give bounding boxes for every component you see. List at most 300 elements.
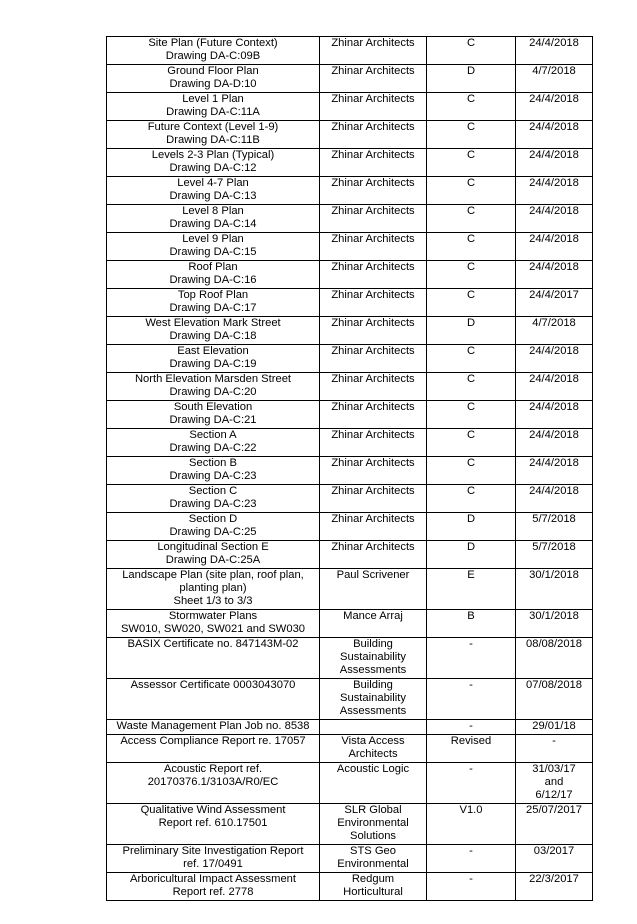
revision-cell bbox=[427, 610, 516, 638]
date-cell-line: 30/1/2018 bbox=[529, 610, 579, 622]
document-cell-line: Drawing DA-C:19 bbox=[169, 358, 257, 370]
date-cell bbox=[516, 720, 593, 735]
document-cell-line: Drawing DA-D:10 bbox=[169, 78, 257, 90]
document-cell-line: Levels 2-3 Plan (Typical) bbox=[151, 149, 275, 161]
revision-cell-line: C bbox=[466, 289, 476, 301]
document-cell-line: Drawing DA-C:09B bbox=[165, 50, 261, 62]
date-cell bbox=[516, 177, 593, 205]
date-cell bbox=[516, 93, 593, 121]
date-cell bbox=[516, 401, 593, 429]
author-cell bbox=[320, 569, 427, 610]
author-cell-line: Zhinar Architects bbox=[331, 65, 415, 77]
document-cell bbox=[107, 541, 320, 569]
author-cell-line: Building bbox=[353, 679, 393, 691]
author-cell bbox=[320, 373, 427, 401]
date-cell-line: 24/4/2018 bbox=[529, 457, 579, 469]
date-cell bbox=[516, 317, 593, 345]
author-cell bbox=[320, 873, 427, 901]
author-cell bbox=[320, 735, 427, 763]
author-cell-line: Zhinar Architects bbox=[331, 93, 415, 105]
document-cell-line: Drawing DA-C:23 bbox=[169, 498, 257, 510]
author-cell-line: Zhinar Architects bbox=[331, 457, 415, 469]
document-cell bbox=[107, 569, 320, 610]
author-cell bbox=[320, 401, 427, 429]
author-cell-line: Zhinar Architects bbox=[331, 177, 415, 189]
date-cell bbox=[516, 569, 593, 610]
author-cell bbox=[320, 37, 427, 65]
table-row bbox=[107, 289, 593, 317]
revision-cell-line: - bbox=[469, 638, 473, 650]
author-cell bbox=[320, 845, 427, 873]
document-cell-line: Qualitative Wind Assessment bbox=[140, 804, 286, 816]
revision-cell-line: - bbox=[469, 679, 473, 691]
revision-cell bbox=[427, 177, 516, 205]
document-cell-line: Access Compliance Report re. 17057 bbox=[120, 735, 306, 747]
revision-cell bbox=[427, 93, 516, 121]
document-cell-line: Assessor Certificate 0003043070 bbox=[130, 679, 296, 691]
author-cell-line: Architects bbox=[348, 748, 398, 760]
date-cell-line: 24/4/2018 bbox=[529, 429, 579, 441]
document-cell bbox=[107, 373, 320, 401]
revision-cell-line: C bbox=[466, 149, 476, 161]
document-cell bbox=[107, 177, 320, 205]
document-cell bbox=[107, 610, 320, 638]
table-row bbox=[107, 457, 593, 485]
date-cell bbox=[516, 205, 593, 233]
document-cell bbox=[107, 401, 320, 429]
revision-cell bbox=[427, 373, 516, 401]
document-cell-line: Landscape Plan (site plan, roof plan, bbox=[122, 569, 304, 581]
document-cell-line: Roof Plan bbox=[188, 261, 238, 273]
document-cell-line: SW010, SW020, SW021 and SW030 bbox=[120, 623, 306, 635]
table-row bbox=[107, 638, 593, 679]
revision-cell bbox=[427, 513, 516, 541]
author-cell bbox=[320, 233, 427, 261]
author-cell bbox=[320, 804, 427, 845]
document-cell-line: Level 8 Plan bbox=[182, 205, 244, 217]
document-cell-line: Drawing DA-C:22 bbox=[169, 442, 257, 454]
table-row bbox=[107, 845, 593, 873]
revision-cell-line: C bbox=[466, 345, 476, 357]
document-cell bbox=[107, 763, 320, 804]
author-cell-line: Zhinar Architects bbox=[331, 289, 415, 301]
revision-cell-line: D bbox=[466, 541, 476, 553]
revision-cell-line: C bbox=[466, 401, 476, 413]
table-row bbox=[107, 720, 593, 735]
document-cell-line: Ground Floor Plan bbox=[167, 65, 259, 77]
revision-cell bbox=[427, 289, 516, 317]
date-cell-line: 6/12/17 bbox=[535, 789, 573, 801]
table-row bbox=[107, 735, 593, 763]
author-cell bbox=[320, 457, 427, 485]
revision-cell-line: C bbox=[466, 429, 476, 441]
author-cell-line: Zhinar Architects bbox=[331, 149, 415, 161]
table-row bbox=[107, 569, 593, 610]
author-cell-line: STS Geo bbox=[349, 845, 396, 857]
revision-cell bbox=[427, 873, 516, 901]
document-cell-line: Drawing DA-C:15 bbox=[169, 246, 257, 258]
author-cell bbox=[320, 345, 427, 373]
date-cell bbox=[516, 679, 593, 720]
author-cell bbox=[320, 65, 427, 93]
author-cell-line: Building bbox=[353, 638, 393, 650]
author-cell-line: Zhinar Architects bbox=[331, 513, 415, 525]
author-cell-line: Zhinar Architects bbox=[331, 541, 415, 553]
date-cell-line: 08/08/2018 bbox=[526, 638, 582, 650]
date-cell-line: 24/4/2018 bbox=[529, 401, 579, 413]
document-cell bbox=[107, 261, 320, 289]
document-cell-line: Drawing DA-C:14 bbox=[169, 218, 257, 230]
revision-cell-line: C bbox=[466, 37, 476, 49]
document-cell-line: Drawing DA-C:12 bbox=[169, 162, 257, 174]
table-row bbox=[107, 205, 593, 233]
table-row bbox=[107, 485, 593, 513]
author-cell-line: Sustainability bbox=[340, 692, 406, 704]
revision-cell-line: C bbox=[466, 457, 476, 469]
author-cell bbox=[320, 317, 427, 345]
document-cell-line: Future Context (Level 1-9) bbox=[147, 121, 279, 133]
date-cell-line: - bbox=[552, 735, 556, 747]
table-row bbox=[107, 513, 593, 541]
date-cell-line: 5/7/2018 bbox=[532, 541, 576, 553]
revision-cell bbox=[427, 261, 516, 289]
author-cell bbox=[320, 679, 427, 720]
date-cell-line: 24/4/2018 bbox=[529, 93, 579, 105]
author-cell-line: Zhinar Architects bbox=[331, 37, 415, 49]
date-cell-line: 24/4/2018 bbox=[529, 345, 579, 357]
document-cell-line: Section D bbox=[188, 513, 238, 525]
document-cell-line: Section A bbox=[189, 429, 237, 441]
date-cell bbox=[516, 873, 593, 901]
author-cell bbox=[320, 485, 427, 513]
date-cell-line: 30/1/2018 bbox=[529, 569, 579, 581]
document-cell-line: Waste Management Plan Job no. 8538 bbox=[116, 720, 310, 732]
revision-cell bbox=[427, 317, 516, 345]
revision-cell bbox=[427, 804, 516, 845]
document-cell-line: Drawing DA-C:13 bbox=[169, 190, 257, 202]
date-cell bbox=[516, 763, 593, 804]
revision-cell bbox=[427, 37, 516, 65]
document-cell-line: Section B bbox=[189, 457, 237, 469]
revision-cell-line: - bbox=[469, 873, 473, 885]
date-cell bbox=[516, 541, 593, 569]
document-cell-line: North Elevation Marsden Street bbox=[134, 373, 292, 385]
document-cell-line: 20170376.1/3103A/R0/EC bbox=[147, 776, 279, 788]
document-cell-line: Drawing DA-C:23 bbox=[169, 470, 257, 482]
table-row bbox=[107, 65, 593, 93]
author-cell bbox=[320, 429, 427, 457]
author-cell-line: Zhinar Architects bbox=[331, 205, 415, 217]
document-cell-line: Report ref. 610.17501 bbox=[158, 817, 268, 829]
author-cell-line: Zhinar Architects bbox=[331, 485, 415, 497]
date-cell bbox=[516, 845, 593, 873]
author-cell-line: Environmental bbox=[337, 817, 409, 829]
author-cell-line: Paul Scrivener bbox=[336, 569, 410, 581]
revision-cell-line: D bbox=[466, 65, 476, 77]
date-cell bbox=[516, 735, 593, 763]
document-cell-line: West Elevation Mark Street bbox=[145, 317, 281, 329]
author-cell-line bbox=[322, 720, 424, 733]
revision-cell bbox=[427, 121, 516, 149]
author-cell bbox=[320, 149, 427, 177]
revision-cell-line: C bbox=[466, 485, 476, 497]
table-row bbox=[107, 121, 593, 149]
document-cell bbox=[107, 65, 320, 93]
document-cell-line: planting plan) bbox=[179, 582, 247, 594]
document-cell-line: Drawing DA-C:21 bbox=[169, 414, 257, 426]
document-cell-line: Level 9 Plan bbox=[182, 233, 244, 245]
document-cell-line: Drawing DA-C:11A bbox=[166, 106, 260, 118]
date-cell bbox=[516, 233, 593, 261]
date-cell bbox=[516, 121, 593, 149]
table-row bbox=[107, 873, 593, 901]
author-cell bbox=[320, 720, 427, 735]
author-cell-line: Zhinar Architects bbox=[331, 401, 415, 413]
author-cell-line: Mance Arraj bbox=[343, 610, 403, 622]
table-row bbox=[107, 610, 593, 638]
table-row bbox=[107, 804, 593, 845]
revision-cell-line: - bbox=[469, 720, 473, 732]
document-cell-line: Section C bbox=[188, 485, 238, 497]
revision-cell bbox=[427, 345, 516, 373]
revision-cell bbox=[427, 401, 516, 429]
table-row bbox=[107, 233, 593, 261]
author-cell bbox=[320, 261, 427, 289]
document-cell bbox=[107, 457, 320, 485]
revision-cell bbox=[427, 845, 516, 873]
author-cell bbox=[320, 93, 427, 121]
author-cell-line: Zhinar Architects bbox=[331, 345, 415, 357]
author-cell-line: Zhinar Architects bbox=[331, 261, 415, 273]
author-cell-line: Zhinar Architects bbox=[331, 429, 415, 441]
revision-cell-line: - bbox=[469, 845, 473, 857]
date-cell-line: 03/2017 bbox=[533, 845, 575, 857]
revision-cell bbox=[427, 485, 516, 513]
date-cell bbox=[516, 65, 593, 93]
document-cell-line: Preliminary Site Investigation Report bbox=[122, 845, 304, 857]
author-cell-line: Zhinar Architects bbox=[331, 317, 415, 329]
author-cell-line: Zhinar Architects bbox=[331, 373, 415, 385]
date-cell bbox=[516, 513, 593, 541]
document-cell bbox=[107, 317, 320, 345]
author-cell-line: Horticultural bbox=[343, 886, 403, 898]
date-cell bbox=[516, 149, 593, 177]
author-cell-line: Redgum bbox=[351, 873, 395, 885]
revision-cell-line: C bbox=[466, 121, 476, 133]
revision-cell-line: C bbox=[466, 177, 476, 189]
date-cell-line: 25/07/2017 bbox=[526, 804, 582, 816]
revision-cell-line: C bbox=[466, 233, 476, 245]
document-cell-line: Drawing DA-C:25 bbox=[169, 526, 257, 538]
date-cell-line: 24/4/2018 bbox=[529, 149, 579, 161]
revision-cell-line: Revised bbox=[450, 735, 492, 747]
table-row bbox=[107, 317, 593, 345]
revision-cell bbox=[427, 720, 516, 735]
date-cell-line: 24/4/2018 bbox=[529, 373, 579, 385]
table-row bbox=[107, 177, 593, 205]
table-row bbox=[107, 373, 593, 401]
document-cell bbox=[107, 205, 320, 233]
date-cell bbox=[516, 373, 593, 401]
document-cell bbox=[107, 121, 320, 149]
revision-cell bbox=[427, 569, 516, 610]
document-cell-line: Level 4-7 Plan bbox=[177, 177, 249, 189]
author-cell bbox=[320, 763, 427, 804]
revision-cell bbox=[427, 429, 516, 457]
document-cell bbox=[107, 485, 320, 513]
table-row bbox=[107, 763, 593, 804]
document-cell-line: ref. 17/0491 bbox=[183, 858, 243, 870]
date-cell-line: 29/01/18 bbox=[532, 720, 576, 732]
author-cell bbox=[320, 289, 427, 317]
date-cell bbox=[516, 804, 593, 845]
revision-cell bbox=[427, 457, 516, 485]
author-cell-line: Environmental bbox=[337, 858, 409, 870]
document-cell-line: Stormwater Plans bbox=[168, 610, 258, 622]
document-cell-line: Drawing DA-C:25A bbox=[165, 554, 261, 566]
date-cell-line: 22/3/2017 bbox=[529, 873, 579, 885]
document-cell-line: Longitudinal Section E bbox=[157, 541, 269, 553]
document-cell-line: Report ref. 2778 bbox=[172, 886, 254, 898]
revision-cell-line: - bbox=[469, 763, 473, 775]
document-cell-line: Level 1 Plan bbox=[182, 93, 244, 105]
revision-cell-line: V1.0 bbox=[459, 804, 483, 816]
document-cell-line: Acoustic Report ref. bbox=[163, 763, 263, 775]
author-cell-line: Assessments bbox=[339, 705, 407, 717]
document-cell bbox=[107, 873, 320, 901]
document-cell-line: Top Roof Plan bbox=[177, 289, 249, 301]
date-cell-line: 5/7/2018 bbox=[532, 513, 576, 525]
document-cell bbox=[107, 149, 320, 177]
revision-cell-line: C bbox=[466, 373, 476, 385]
date-cell bbox=[516, 37, 593, 65]
date-cell-line: 24/4/2018 bbox=[529, 121, 579, 133]
document-cell-line: Drawing DA-C:18 bbox=[169, 330, 257, 342]
date-cell-line: 31/03/17 bbox=[532, 763, 576, 775]
document-cell bbox=[107, 513, 320, 541]
document-cell-line: East Elevation bbox=[177, 345, 249, 357]
table-row bbox=[107, 37, 593, 65]
author-cell bbox=[320, 121, 427, 149]
date-cell bbox=[516, 457, 593, 485]
author-cell bbox=[320, 177, 427, 205]
revision-cell bbox=[427, 205, 516, 233]
date-cell bbox=[516, 289, 593, 317]
document-cell bbox=[107, 845, 320, 873]
author-cell bbox=[320, 638, 427, 679]
revision-cell bbox=[427, 735, 516, 763]
document-cell-line: Drawing DA-C:17 bbox=[169, 302, 257, 314]
date-cell bbox=[516, 261, 593, 289]
date-cell bbox=[516, 429, 593, 457]
author-cell bbox=[320, 513, 427, 541]
documents-table-body bbox=[107, 37, 593, 901]
document-cell bbox=[107, 233, 320, 261]
revision-cell-line: E bbox=[467, 569, 475, 581]
date-cell-line: 24/4/2018 bbox=[529, 485, 579, 497]
date-cell bbox=[516, 610, 593, 638]
document-cell bbox=[107, 735, 320, 763]
author-cell bbox=[320, 610, 427, 638]
author-cell-line: Zhinar Architects bbox=[331, 233, 415, 245]
document-cell bbox=[107, 638, 320, 679]
revision-cell bbox=[427, 233, 516, 261]
date-cell-line: 24/4/2018 bbox=[529, 233, 579, 245]
table-row bbox=[107, 429, 593, 457]
document-cell-line: South Elevation bbox=[173, 401, 253, 413]
table-row bbox=[107, 149, 593, 177]
revision-cell-line: C bbox=[466, 261, 476, 273]
document-cell bbox=[107, 720, 320, 735]
revision-cell bbox=[427, 763, 516, 804]
revision-cell-line: C bbox=[466, 93, 476, 105]
revision-cell-line: C bbox=[466, 205, 476, 217]
document-cell bbox=[107, 37, 320, 65]
author-cell bbox=[320, 205, 427, 233]
revision-cell-line: D bbox=[466, 513, 476, 525]
table-row bbox=[107, 261, 593, 289]
author-cell-line: Vista Access bbox=[341, 735, 405, 747]
author-cell-line: Solutions bbox=[349, 830, 397, 842]
document-cell-line: Drawing DA-C:16 bbox=[169, 274, 257, 286]
date-cell-line: 24/4/2018 bbox=[529, 205, 579, 217]
date-cell-line: 07/08/2018 bbox=[526, 679, 582, 691]
document-cell bbox=[107, 93, 320, 121]
author-cell-line: Acoustic Logic bbox=[336, 763, 410, 775]
document-cell bbox=[107, 289, 320, 317]
revision-cell bbox=[427, 638, 516, 679]
author-cell-line: Sustainability bbox=[340, 651, 406, 663]
table-row bbox=[107, 541, 593, 569]
table-row bbox=[107, 345, 593, 373]
document-cell bbox=[107, 429, 320, 457]
document-cell bbox=[107, 679, 320, 720]
revision-cell-line: B bbox=[467, 610, 475, 622]
document-cell-line: Drawing DA-C:11B bbox=[166, 134, 260, 146]
documents-table bbox=[106, 36, 593, 901]
date-cell-line: 4/7/2018 bbox=[532, 317, 576, 329]
date-cell bbox=[516, 345, 593, 373]
revision-cell bbox=[427, 679, 516, 720]
document-cell-line: Site Plan (Future Context) bbox=[148, 37, 278, 49]
revision-cell bbox=[427, 65, 516, 93]
table-row bbox=[107, 679, 593, 720]
author-cell bbox=[320, 541, 427, 569]
date-cell-line: 24/4/2018 bbox=[529, 177, 579, 189]
document-cell bbox=[107, 804, 320, 845]
date-cell bbox=[516, 638, 593, 679]
author-cell-line: SLR Global bbox=[344, 804, 402, 816]
date-cell bbox=[516, 485, 593, 513]
revision-cell bbox=[427, 149, 516, 177]
revision-cell-line: D bbox=[466, 317, 476, 329]
document-cell-line: Drawing DA-C:20 bbox=[169, 386, 257, 398]
date-cell-line: 24/4/2017 bbox=[529, 289, 579, 301]
document-cell-line: Sheet 1/3 to 3/3 bbox=[173, 595, 253, 607]
date-cell-line: and bbox=[544, 776, 564, 788]
table-row bbox=[107, 401, 593, 429]
document-cell-line: BASIX Certificate no. 847143M-02 bbox=[127, 638, 299, 650]
author-cell-line: Zhinar Architects bbox=[331, 121, 415, 133]
author-cell-line: Assessments bbox=[339, 664, 407, 676]
date-cell-line: 24/4/2018 bbox=[529, 261, 579, 273]
document-cell bbox=[107, 345, 320, 373]
revision-cell bbox=[427, 541, 516, 569]
date-cell-line: 4/7/2018 bbox=[532, 65, 576, 77]
date-cell-line: 24/4/2018 bbox=[529, 37, 579, 49]
document-cell-line: Arboricultural Impact Assessment bbox=[129, 873, 296, 885]
table-row bbox=[107, 93, 593, 121]
